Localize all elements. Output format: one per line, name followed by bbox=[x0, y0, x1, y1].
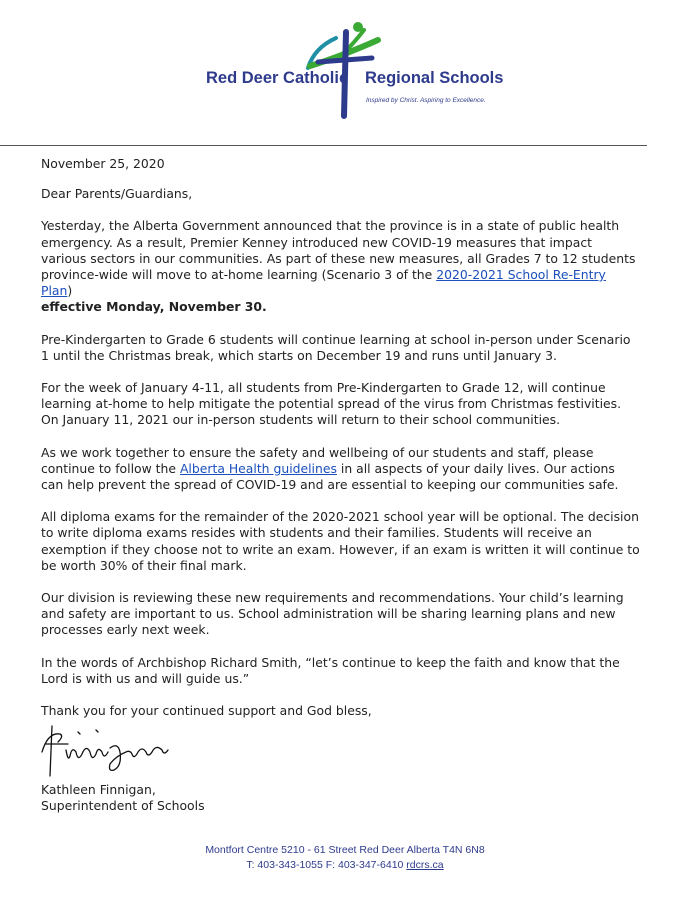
effective-date-bold: effective Monday, November 30. bbox=[41, 299, 267, 315]
org-name-right: Regional Schools bbox=[365, 69, 504, 87]
footer-contact bbox=[0, 858, 690, 873]
handwritten-signature bbox=[38, 722, 188, 780]
re-entry-plan-link[interactable]: 2020-2021 School Re-Entry Plan bbox=[41, 267, 606, 299]
paragraph-text: Yesterday, the Alberta Government announced that the province is in a state of public health emergency. As a result, Premier Kenney introduced new COVID-19 measures that impact various sectors in our communities. As part of these new measures, all Grades 7 to 12 students province-wide will move to at-home learning (Scenario 3 of the bbox=[41, 218, 636, 283]
paragraph-diploma-exams: All diploma exams for the remainder of the 2020-2021 school year will be optional. The decision to write diploma exams resides with students and their families. Students will receive an exemption if they choose not to write an exam. However, if an exam is written it will continue to be worth 30% of their final mark. bbox=[41, 509, 640, 573]
alberta-health-link[interactable]: Alberta Health guidelines bbox=[179, 460, 337, 476]
paragraph-safety bbox=[41, 445, 641, 494]
letter-date: November 25, 2020 bbox=[41, 156, 165, 171]
paragraph-announcement bbox=[41, 218, 641, 315]
letter-body bbox=[41, 156, 641, 735]
paragraph-division-review: Our division is reviewing these new requirements and recommendations. Your child’s learning and safety are important to us. School administration will be sharing learning plans and new processes early next week. bbox=[41, 590, 624, 638]
org-name-left: Red Deer Catholic bbox=[206, 69, 349, 87]
paragraph-elementary: Pre-Kindergarten to Grade 6 students will continue learning at school in-person under Scenario 1 until the Christmas break, which starts on December 19 and runs until January 3. bbox=[41, 331, 631, 363]
closing: Thank you for your continued support and God bless, bbox=[41, 703, 372, 719]
website-link[interactable]: rdcrs.ca bbox=[406, 859, 444, 871]
header-divider bbox=[0, 145, 647, 146]
org-tagline: Inspired by Christ. Aspiring to Excellence. bbox=[366, 97, 486, 104]
signer-name: Kathleen Finnigan, bbox=[41, 782, 156, 797]
signer-block bbox=[41, 782, 205, 814]
footer-address: Montfort Centre 5210 - 61 Street Red Deer Alberta T4N 6N8 bbox=[205, 844, 485, 856]
paragraph-january: For the week of January 4-11, all students from Pre-Kindergarten to Grade 12, will continue learning at-home to help mitigate the potential spread of the virus from Christmas festivities. On January 11, 2021 our in-person students will return to their school communities. bbox=[41, 380, 622, 428]
paragraph-text: As we work together to ensure the safety and wellbeing of our students and staff, please continue to follow the bbox=[41, 444, 594, 476]
letter-footer bbox=[0, 843, 690, 873]
paragraph-archbishop-quote: In the words of Archbishop Richard Smith, “let’s continue to keep the faith and know that the Lord is with us and will guide us.” bbox=[41, 654, 620, 686]
paragraph-text: in all aspects of your daily lives. Our actions can help prevent the spread of COVID-19 and are essential to keeping our communities safe. bbox=[41, 460, 619, 493]
signer-title: Superintendent of Schools bbox=[41, 798, 205, 814]
footer-phones: T: 403-343-1055 F: 403-347-6410 bbox=[246, 859, 407, 871]
letterhead bbox=[0, 0, 690, 140]
paragraph-text: ) bbox=[67, 283, 73, 299]
salutation: Dear Parents/Guardians, bbox=[41, 186, 193, 202]
